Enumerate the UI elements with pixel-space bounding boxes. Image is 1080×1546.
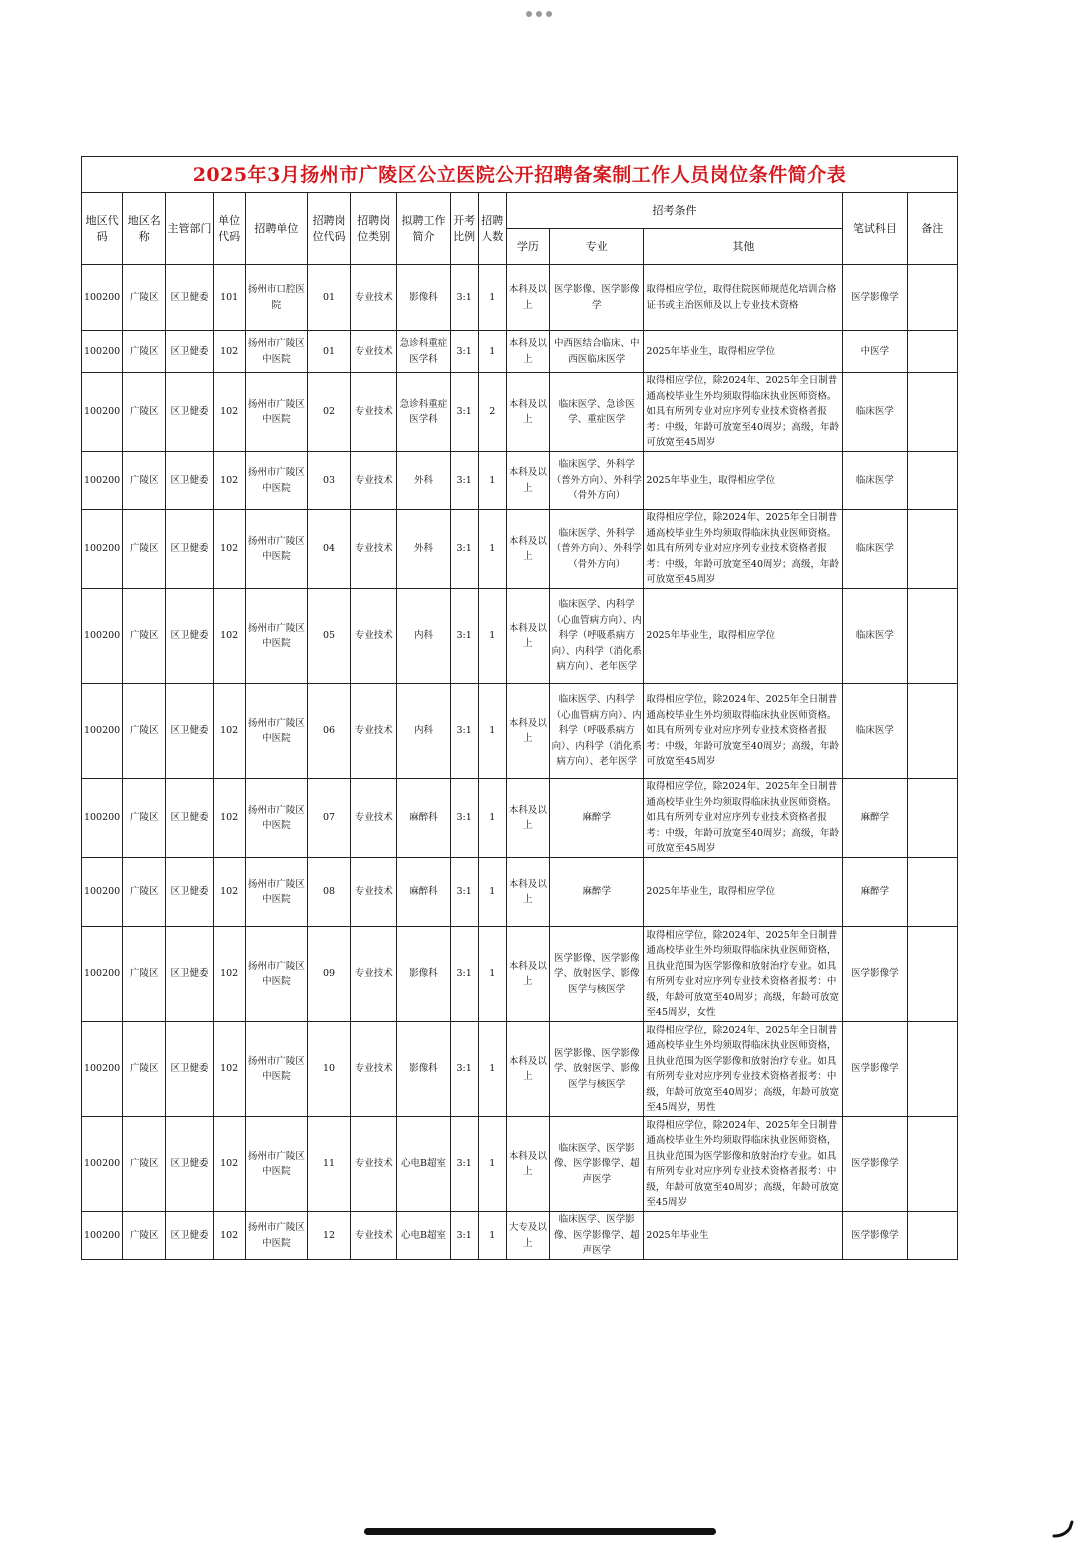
cell-region-name: 广陵区 bbox=[123, 510, 166, 589]
cell-other: 取得相应学位，除2024年、2025年全日制普通高校毕业生外均须取得临床执业医师资格。如具有所列专业对应序列专业技术资格者报考：中级，年龄可放宽至40周岁；高级，年龄可放宽至45周岁 bbox=[644, 779, 843, 858]
header-post-type: 招聘岗位类别 bbox=[351, 193, 397, 265]
cell-region-name: 广陵区 bbox=[123, 589, 166, 684]
cell-department: 区卫健委 bbox=[166, 373, 213, 452]
dot bbox=[536, 11, 542, 17]
cell-remark bbox=[907, 331, 957, 373]
cell-education: 本科及以上 bbox=[506, 452, 549, 510]
cell-remark bbox=[907, 452, 957, 510]
cell-region-name: 广陵区 bbox=[123, 265, 166, 331]
cell-count: 1 bbox=[478, 265, 506, 331]
cell-unit: 扬州市广陵区中医院 bbox=[245, 452, 307, 510]
cell-unit-code: 102 bbox=[213, 589, 245, 684]
header-ratio: 开考比例 bbox=[450, 193, 478, 265]
cell-post-code: 05 bbox=[307, 589, 350, 684]
cell-education: 本科及以上 bbox=[506, 779, 549, 858]
cell-work-intro: 内科 bbox=[397, 589, 450, 684]
cell-count: 1 bbox=[478, 858, 506, 927]
cell-region-name: 广陵区 bbox=[123, 1022, 166, 1117]
header-unit-code: 单位代码 bbox=[213, 193, 245, 265]
cell-unit-code: 102 bbox=[213, 1117, 245, 1212]
header-exam: 笔试科目 bbox=[843, 193, 907, 265]
cell-region-code: 100200 bbox=[82, 1212, 123, 1260]
cell-department: 区卫健委 bbox=[166, 927, 213, 1022]
cell-post-code: 09 bbox=[307, 927, 350, 1022]
table-row bbox=[82, 452, 958, 510]
header-unit: 招聘单位 bbox=[245, 193, 307, 265]
header-major: 专业 bbox=[550, 229, 644, 265]
cell-region-name: 广陵区 bbox=[123, 373, 166, 452]
cell-post-type: 专业技术 bbox=[351, 452, 397, 510]
cell-post-code: 02 bbox=[307, 373, 350, 452]
table-row bbox=[82, 1212, 958, 1260]
cell-work-intro: 麻醉科 bbox=[397, 779, 450, 858]
cell-region-name: 广陵区 bbox=[123, 927, 166, 1022]
cell-department: 区卫健委 bbox=[166, 779, 213, 858]
cell-work-intro: 影像科 bbox=[397, 1022, 450, 1117]
cell-count: 1 bbox=[478, 684, 506, 779]
cell-unit-code: 102 bbox=[213, 779, 245, 858]
cell-exam: 临床医学 bbox=[843, 684, 907, 779]
cell-post-type: 专业技术 bbox=[351, 265, 397, 331]
cell-department: 区卫健委 bbox=[166, 510, 213, 589]
cell-work-intro: 影像科 bbox=[397, 265, 450, 331]
cell-unit: 扬州市广陵区中医院 bbox=[245, 331, 307, 373]
cell-department: 区卫健委 bbox=[166, 1022, 213, 1117]
recruitment-table bbox=[81, 156, 958, 1260]
cell-remark bbox=[907, 1117, 957, 1212]
cell-post-code: 10 bbox=[307, 1022, 350, 1117]
header-other: 其他 bbox=[644, 229, 843, 265]
cell-education: 本科及以上 bbox=[506, 1022, 549, 1117]
cell-ratio: 3:1 bbox=[450, 927, 478, 1022]
cell-post-code: 12 bbox=[307, 1212, 350, 1260]
cell-major: 临床医学、急诊医学、重症医学 bbox=[550, 373, 644, 452]
cell-education: 本科及以上 bbox=[506, 684, 549, 779]
header-region-code: 地区代码 bbox=[82, 193, 123, 265]
cell-region-code: 100200 bbox=[82, 1117, 123, 1212]
cell-major: 麻醉学 bbox=[550, 858, 644, 927]
cell-unit: 扬州市广陵区中医院 bbox=[245, 1117, 307, 1212]
cell-other: 2025年毕业生，取得相应学位 bbox=[644, 452, 843, 510]
cell-major: 麻醉学 bbox=[550, 779, 644, 858]
cell-work-intro: 急诊科重症医学科 bbox=[397, 331, 450, 373]
cell-unit-code: 102 bbox=[213, 373, 245, 452]
table-row bbox=[82, 927, 958, 1022]
cell-ratio: 3:1 bbox=[450, 858, 478, 927]
cell-exam: 医学影像学 bbox=[843, 1022, 907, 1117]
cell-ratio: 3:1 bbox=[450, 1022, 478, 1117]
cell-work-intro: 内科 bbox=[397, 684, 450, 779]
cell-unit: 扬州市广陵区中医院 bbox=[245, 684, 307, 779]
header-remark: 备注 bbox=[907, 193, 957, 265]
table-body bbox=[82, 265, 958, 1260]
cell-ratio: 3:1 bbox=[450, 684, 478, 779]
cell-ratio: 3:1 bbox=[450, 1117, 478, 1212]
cell-count: 1 bbox=[478, 1117, 506, 1212]
cell-education: 本科及以上 bbox=[506, 510, 549, 589]
cell-remark bbox=[907, 265, 957, 331]
cell-post-type: 专业技术 bbox=[351, 589, 397, 684]
cell-remark bbox=[907, 589, 957, 684]
header-conditions: 招考条件 bbox=[506, 193, 842, 229]
cell-post-code: 03 bbox=[307, 452, 350, 510]
cell-region-name: 广陵区 bbox=[123, 858, 166, 927]
cell-exam: 麻醉学 bbox=[843, 779, 907, 858]
cell-major: 临床医学、内科学（心血管病方向）、内科学（呼吸系病方向）、内科学（消化系病方向）、老年医学 bbox=[550, 589, 644, 684]
cell-region-code: 100200 bbox=[82, 452, 123, 510]
cell-major: 临床医学、外科学（普外方向）、外科学（骨外方向） bbox=[550, 510, 644, 589]
cell-remark bbox=[907, 510, 957, 589]
cell-post-code: 06 bbox=[307, 684, 350, 779]
cell-post-type: 专业技术 bbox=[351, 510, 397, 589]
cell-major: 临床医学、外科学（普外方向）、外科学（骨外方向） bbox=[550, 452, 644, 510]
home-indicator[interactable] bbox=[364, 1528, 716, 1535]
cell-post-code: 08 bbox=[307, 858, 350, 927]
table-row bbox=[82, 589, 958, 684]
cell-education: 本科及以上 bbox=[506, 373, 549, 452]
cell-education: 本科及以上 bbox=[506, 589, 549, 684]
cell-ratio: 3:1 bbox=[450, 510, 478, 589]
cell-work-intro: 外科 bbox=[397, 510, 450, 589]
cell-unit: 扬州市口腔医院 bbox=[245, 265, 307, 331]
more-options-icon[interactable] bbox=[526, 11, 552, 17]
cell-unit-code: 102 bbox=[213, 331, 245, 373]
cell-region-name: 广陵区 bbox=[123, 779, 166, 858]
cell-major: 医学影像、医学影像学、放射医学、影像医学与核医学 bbox=[550, 1022, 644, 1117]
cell-ratio: 3:1 bbox=[450, 779, 478, 858]
cell-unit: 扬州市广陵区中医院 bbox=[245, 779, 307, 858]
cell-exam: 麻醉学 bbox=[843, 858, 907, 927]
cell-unit-code: 102 bbox=[213, 1212, 245, 1260]
cell-unit: 扬州市广陵区中医院 bbox=[245, 1022, 307, 1117]
table-row bbox=[82, 331, 958, 373]
header-department: 主管部门 bbox=[166, 193, 213, 265]
cell-remark bbox=[907, 1212, 957, 1260]
cell-education: 大专及以上 bbox=[506, 1212, 549, 1260]
cell-region-code: 100200 bbox=[82, 684, 123, 779]
cell-unit: 扬州市广陵区中医院 bbox=[245, 858, 307, 927]
cell-work-intro: 心电B超室 bbox=[397, 1212, 450, 1260]
cell-exam: 临床医学 bbox=[843, 510, 907, 589]
cell-unit-code: 102 bbox=[213, 510, 245, 589]
document-sheet bbox=[81, 156, 958, 1260]
cell-region-code: 100200 bbox=[82, 265, 123, 331]
cell-region-code: 100200 bbox=[82, 510, 123, 589]
cell-post-type: 专业技术 bbox=[351, 331, 397, 373]
cell-region-code: 100200 bbox=[82, 779, 123, 858]
cell-region-code: 100200 bbox=[82, 927, 123, 1022]
cell-post-type: 专业技术 bbox=[351, 1212, 397, 1260]
cell-other: 2025年毕业生，取得相应学位 bbox=[644, 858, 843, 927]
cell-department: 区卫健委 bbox=[166, 1212, 213, 1260]
cell-other: 2025年毕业生，取得相应学位 bbox=[644, 589, 843, 684]
cell-post-type: 专业技术 bbox=[351, 858, 397, 927]
dot bbox=[526, 11, 532, 17]
cell-post-type: 专业技术 bbox=[351, 684, 397, 779]
cell-education: 本科及以上 bbox=[506, 858, 549, 927]
table-row bbox=[82, 1022, 958, 1117]
cell-department: 区卫健委 bbox=[166, 1117, 213, 1212]
cell-exam: 医学影像学 bbox=[843, 927, 907, 1022]
cell-post-type: 专业技术 bbox=[351, 373, 397, 452]
cell-count: 1 bbox=[478, 927, 506, 1022]
cell-remark bbox=[907, 684, 957, 779]
cell-region-name: 广陵区 bbox=[123, 452, 166, 510]
cell-department: 区卫健委 bbox=[166, 331, 213, 373]
dot bbox=[546, 11, 552, 17]
cell-remark bbox=[907, 373, 957, 452]
cell-exam: 医学影像学 bbox=[843, 1117, 907, 1212]
cell-major: 临床医学、内科学（心血管病方向）、内科学（呼吸系病方向）、内科学（消化系病方向）、老年医学 bbox=[550, 684, 644, 779]
cell-exam: 医学影像学 bbox=[843, 1212, 907, 1260]
edit-icon[interactable] bbox=[1050, 1514, 1076, 1540]
header-region-name: 地区名称 bbox=[123, 193, 166, 265]
cell-exam: 临床医学 bbox=[843, 589, 907, 684]
cell-post-type: 专业技术 bbox=[351, 1022, 397, 1117]
table-row bbox=[82, 1117, 958, 1212]
cell-other: 取得相应学位，除2024年、2025年全日制普通高校毕业生外均须取得临床执业医师资格。如具有所列专业对应序列专业技术资格者报考：中级，年龄可放宽至40周岁；高级，年龄可放宽至45周岁 bbox=[644, 684, 843, 779]
cell-unit: 扬州市广陵区中医院 bbox=[245, 510, 307, 589]
cell-count: 1 bbox=[478, 1022, 506, 1117]
cell-ratio: 3:1 bbox=[450, 373, 478, 452]
cell-unit: 扬州市广陵区中医院 bbox=[245, 1212, 307, 1260]
cell-work-intro: 外科 bbox=[397, 452, 450, 510]
cell-post-code: 11 bbox=[307, 1117, 350, 1212]
cell-unit: 扬州市广陵区中医院 bbox=[245, 373, 307, 452]
cell-count: 1 bbox=[478, 331, 506, 373]
cell-post-code: 01 bbox=[307, 331, 350, 373]
cell-region-name: 广陵区 bbox=[123, 684, 166, 779]
cell-other: 取得相应学位，除2024年、2025年全日制普通高校毕业生外均须取得临床执业医师资格，且执业范围为医学影像和放射治疗专业。如具有所列专业对应序列专业技术资格者报考：中级，年龄可放宽至40周岁；高级，年龄可放宽至45周岁，男性 bbox=[644, 1022, 843, 1117]
cell-unit: 扬州市广陵区中医院 bbox=[245, 927, 307, 1022]
cell-ratio: 3:1 bbox=[450, 331, 478, 373]
cell-count: 1 bbox=[478, 589, 506, 684]
cell-region-name: 广陵区 bbox=[123, 1117, 166, 1212]
cell-region-code: 100200 bbox=[82, 589, 123, 684]
cell-count: 1 bbox=[478, 779, 506, 858]
table-row bbox=[82, 265, 958, 331]
table-row bbox=[82, 684, 958, 779]
cell-work-intro: 心电B超室 bbox=[397, 1117, 450, 1212]
cell-region-code: 100200 bbox=[82, 858, 123, 927]
cell-department: 区卫健委 bbox=[166, 589, 213, 684]
cell-unit-code: 102 bbox=[213, 1022, 245, 1117]
cell-major: 医学影像、医学影像学 bbox=[550, 265, 644, 331]
cell-ratio: 3:1 bbox=[450, 1212, 478, 1260]
cell-post-type: 专业技术 bbox=[351, 779, 397, 858]
cell-department: 区卫健委 bbox=[166, 265, 213, 331]
cell-exam: 临床医学 bbox=[843, 373, 907, 452]
header-education: 学历 bbox=[506, 229, 549, 265]
cell-major: 临床医学、医学影像、医学影像学、超声医学 bbox=[550, 1117, 644, 1212]
cell-count: 2 bbox=[478, 373, 506, 452]
cell-ratio: 3:1 bbox=[450, 452, 478, 510]
cell-remark bbox=[907, 858, 957, 927]
cell-education: 本科及以上 bbox=[506, 331, 549, 373]
cell-post-code: 01 bbox=[307, 265, 350, 331]
cell-work-intro: 急诊科重症医学科 bbox=[397, 373, 450, 452]
cell-major: 中西医结合临床、中西医临床医学 bbox=[550, 331, 644, 373]
cell-post-code: 07 bbox=[307, 779, 350, 858]
cell-work-intro: 影像科 bbox=[397, 927, 450, 1022]
cell-education: 本科及以上 bbox=[506, 927, 549, 1022]
header-work-intro: 拟聘工作简介 bbox=[397, 193, 450, 265]
cell-education: 本科及以上 bbox=[506, 1117, 549, 1212]
table-row bbox=[82, 510, 958, 589]
cell-education: 本科及以上 bbox=[506, 265, 549, 331]
cell-region-name: 广陵区 bbox=[123, 331, 166, 373]
cell-department: 区卫健委 bbox=[166, 452, 213, 510]
cell-other: 取得相应学位，除2024年、2025年全日制普通高校毕业生外均须取得临床执业医师资格，且执业范围为医学影像和放射治疗专业。如具有所列专业对应序列专业技术资格者报考：中级，年龄可放宽至40周岁；高级，年龄可放宽至45周岁，女性 bbox=[644, 927, 843, 1022]
cell-post-type: 专业技术 bbox=[351, 1117, 397, 1212]
cell-post-code: 04 bbox=[307, 510, 350, 589]
cell-post-type: 专业技术 bbox=[351, 927, 397, 1022]
cell-other: 2025年毕业生 bbox=[644, 1212, 843, 1260]
cell-count: 1 bbox=[478, 452, 506, 510]
cell-unit-code: 102 bbox=[213, 927, 245, 1022]
cell-count: 1 bbox=[478, 510, 506, 589]
cell-region-code: 100200 bbox=[82, 373, 123, 452]
cell-remark bbox=[907, 779, 957, 858]
cell-unit-code: 101 bbox=[213, 265, 245, 331]
cell-ratio: 3:1 bbox=[450, 265, 478, 331]
cell-other: 取得相应学位，除2024年、2025年全日制普通高校毕业生外均须取得临床执业医师资格，且执业范围为医学影像和放射治疗专业。如具有所列专业对应序列专业技术资格者报考：中级，年龄可放宽至40周岁；高级，年龄可放宽至45周岁 bbox=[644, 1117, 843, 1212]
cell-count: 1 bbox=[478, 1212, 506, 1260]
cell-major: 医学影像、医学影像学、放射医学、影像医学与核医学 bbox=[550, 927, 644, 1022]
cell-region-code: 100200 bbox=[82, 331, 123, 373]
cell-unit-code: 102 bbox=[213, 684, 245, 779]
cell-department: 区卫健委 bbox=[166, 858, 213, 927]
table-row bbox=[82, 373, 958, 452]
cell-other: 2025年毕业生，取得相应学位 bbox=[644, 331, 843, 373]
cell-unit: 扬州市广陵区中医院 bbox=[245, 589, 307, 684]
table-title: 2025年3月扬州市广陵区公立医院公开招聘备案制工作人员岗位条件简介表 bbox=[82, 157, 958, 193]
cell-work-intro: 麻醉科 bbox=[397, 858, 450, 927]
cell-other: 取得相应学位，除2024年、2025年全日制普通高校毕业生外均须取得临床执业医师资格。如具有所列专业对应序列专业技术资格者报考：中级，年龄可放宽至40周岁；高级，年龄可放宽至45周岁 bbox=[644, 510, 843, 589]
cell-ratio: 3:1 bbox=[450, 589, 478, 684]
cell-other: 取得相应学位，除2024年、2025年全日制普通高校毕业生外均须取得临床执业医师资格。如具有所列专业对应序列专业技术资格者报考：中级，年龄可放宽至40周岁；高级，年龄可放宽至45周岁 bbox=[644, 373, 843, 452]
cell-unit-code: 102 bbox=[213, 858, 245, 927]
cell-unit-code: 102 bbox=[213, 452, 245, 510]
header-post-code: 招聘岗位代码 bbox=[307, 193, 350, 265]
cell-region-code: 100200 bbox=[82, 1022, 123, 1117]
cell-department: 区卫健委 bbox=[166, 684, 213, 779]
table-row bbox=[82, 858, 958, 927]
cell-major: 临床医学、医学影像、医学影像学、超声医学 bbox=[550, 1212, 644, 1260]
cell-exam: 医学影像学 bbox=[843, 265, 907, 331]
cell-exam: 临床医学 bbox=[843, 452, 907, 510]
table-row bbox=[82, 779, 958, 858]
header-count: 招聘人数 bbox=[478, 193, 506, 265]
cell-remark bbox=[907, 927, 957, 1022]
cell-region-name: 广陵区 bbox=[123, 1212, 166, 1260]
cell-exam: 中医学 bbox=[843, 331, 907, 373]
cell-remark bbox=[907, 1022, 957, 1117]
cell-other: 取得相应学位，取得住院医师规范化培训合格证书或主治医师及以上专业技术资格 bbox=[644, 265, 843, 331]
